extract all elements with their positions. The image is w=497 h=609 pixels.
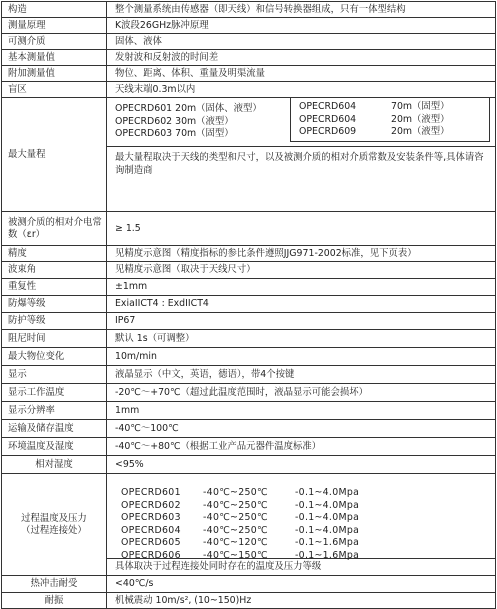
spec-label: 显示分辨率 [1, 402, 107, 419]
spec-label: 精度 [1, 246, 107, 261]
spec-row-extra-measure [1, 66, 496, 82]
spec-row-max-range [1, 98, 496, 212]
process-model: OPECRD602 [121, 499, 181, 511]
spec-row-protection [1, 313, 496, 330]
spec-value: 物位、距离、体积、重量及明渠流量 [107, 66, 496, 81]
model-range: 20m（液型） [391, 126, 450, 137]
spec-label: 测量原理 [1, 18, 107, 33]
spec-value: ≥ 1.5 [107, 212, 496, 245]
process-line [121, 500, 495, 513]
model-range: 70m（固型） [391, 101, 450, 112]
max-range-right-box [290, 98, 490, 142]
process-line [121, 537, 495, 550]
model-line: OPECRD602 30m（液型） [115, 115, 234, 127]
process-label-line1: 过程温度及压力 [21, 512, 87, 524]
spec-value: 固体、液体 [107, 34, 496, 49]
model-line: OPECRD603 70m（固型） [115, 128, 234, 139]
spec-value: 液晶显示（中文，英语，德语），带4个按键 [107, 366, 496, 383]
spec-row-process [1, 474, 496, 576]
spec-value: ±1mm [107, 279, 496, 295]
model-line [299, 114, 489, 127]
spec-value: -40℃～100℃ [107, 420, 496, 437]
max-range-left-list [115, 103, 290, 146]
spec-value: <40℃/s [107, 576, 496, 592]
model-line: OPECRD601 20m（固体、液型） [115, 103, 262, 114]
spec-label: 可测介质 [1, 34, 107, 49]
spec-row-basic-measure [1, 50, 496, 66]
spec-label: 相对湿度 [1, 456, 107, 473]
process-temp: -40℃~250℃ [203, 499, 268, 511]
spec-value: 10m/min [107, 348, 496, 365]
model-name: OPECRD604 [299, 113, 357, 125]
spec-value: 整个测量系统由传感器（即天线）和信号转换器组成，只有一体型结构 [107, 2, 496, 17]
spec-label: 附加测量值 [1, 66, 107, 81]
max-range-note: 最大量程取决于天线的类型和尺寸，以及被测介质的相对介质常数及安装条件等,具体请咨询制造商 [115, 152, 484, 176]
spec-label: 最大物位变化 [1, 348, 107, 365]
process-note: 具体取决于过程连接处同时存在的温度及压力等级 [115, 561, 322, 572]
spec-row-dielectric [1, 212, 496, 246]
process-pressure: -0.1~1.6Mpa [295, 537, 360, 549]
spec-value: 见精度示意图（精度指标的参比条件遵照JJG971-2002标准，见下页表） [107, 246, 496, 261]
process-line [121, 487, 495, 500]
process-temp: -40℃~150℃ [203, 549, 268, 561]
spec-row-damping [1, 330, 496, 348]
spec-row-thermal-shock [1, 576, 496, 593]
spec-row-ambient [1, 438, 496, 456]
process-pressure: -0.1~1.6Mpa [295, 549, 360, 561]
spec-label: 防爆等级 [1, 296, 107, 312]
spec-row-display-resolution [1, 402, 496, 420]
spec-row-blind-zone [1, 82, 496, 98]
process-model: OPECRD601 [121, 487, 181, 498]
spec-value: ExiaIICT4 : ExdIICT4 [107, 296, 496, 312]
spec-label: 最大量程 [1, 98, 107, 211]
spec-label: 波束角 [1, 262, 107, 278]
process-model: OPECRD605 [121, 537, 181, 549]
process-model: OPECRD604 [121, 524, 181, 536]
spec-label: 热冲击耐受 [1, 576, 107, 592]
spec-value: 默认 1s（可调整） [107, 330, 496, 347]
spec-table [1, 1, 496, 609]
spec-label [1, 474, 107, 575]
process-pressure: -0.1~4.0Mpa [295, 499, 360, 511]
spec-label: 重复性 [1, 279, 107, 295]
process-label-line2: （过程连接处） [21, 524, 87, 536]
spec-label: 显示工作温度 [1, 384, 107, 401]
spec-value: <95% [107, 456, 496, 473]
spec-value: K波段26GHz脉冲原理 [107, 18, 496, 33]
model-line [299, 126, 489, 139]
process-model: OPECRD603 [121, 512, 181, 524]
spec-row-accuracy [1, 246, 496, 262]
process-pressure: -0.1~4.0Mpa [295, 512, 360, 524]
spec-label: 构造 [1, 2, 107, 17]
spec-row-display-temp [1, 384, 496, 402]
spec-value: IP67 [107, 313, 496, 329]
process-temp: -40℃~120℃ [203, 537, 268, 549]
model-name: OPECRD604 [299, 101, 357, 112]
spec-row-display [1, 366, 496, 384]
process-temp: -40℃~250℃ [203, 512, 268, 524]
process-line [121, 525, 495, 538]
process-table [107, 474, 495, 559]
spec-label: 耐振 [1, 593, 107, 608]
spec-row-storage-temp [1, 420, 496, 438]
spec-label: 运输及储存温度 [1, 420, 107, 437]
spec-label: 防护等级 [1, 313, 107, 329]
process-temp: -40℃~250℃ [203, 487, 268, 498]
spec-label: 显示 [1, 366, 107, 383]
spec-value: 天线末端0.3m以内 [107, 82, 496, 97]
spec-label: 盲区 [1, 82, 107, 97]
spec-label: 阻尼时间 [1, 330, 107, 347]
spec-value: -20℃～+70℃（超过此温度范围时，液晶显示可能会损坏） [107, 384, 496, 401]
process-temp: -40℃~250℃ [203, 524, 268, 536]
process-model: OPECRD606 [121, 549, 181, 561]
process-pressure: -0.1~4.0Mpa [295, 524, 360, 536]
spec-label: 被测介质的相对介电常数（εr） [1, 212, 107, 245]
process-line [121, 512, 495, 525]
spec-row-max-level-change [1, 348, 496, 366]
max-range-content [107, 98, 496, 211]
process-content [107, 474, 496, 575]
process-pressure: -0.1~4.0Mpa [295, 487, 360, 498]
spec-value: 发射波和反射波的时间差 [107, 50, 496, 65]
spec-row-principle [1, 18, 496, 34]
spec-value: -40℃～+80℃（根据工业产品元器件温度标准） [107, 438, 496, 455]
spec-label: 基本测量值 [1, 50, 107, 65]
spec-row-explosion-proof [1, 296, 496, 313]
max-range-models [107, 98, 495, 147]
spec-row-humidity [1, 456, 496, 474]
spec-row-media [1, 34, 496, 50]
spec-value: 1mm [107, 402, 496, 419]
model-name: OPECRD609 [299, 126, 357, 137]
spec-row-repeatability [1, 279, 496, 296]
model-line [299, 101, 489, 114]
spec-row-beam-angle [1, 262, 496, 279]
spec-row-structure [1, 2, 496, 18]
model-range: 20m（液型） [391, 113, 450, 125]
spec-value: 见精度示意图（取决于天线尺寸） [107, 262, 496, 278]
spec-label: 环境温度及湿度 [1, 438, 107, 455]
spec-value: 机械震动 10m/s², (10~150)Hz [107, 593, 496, 608]
